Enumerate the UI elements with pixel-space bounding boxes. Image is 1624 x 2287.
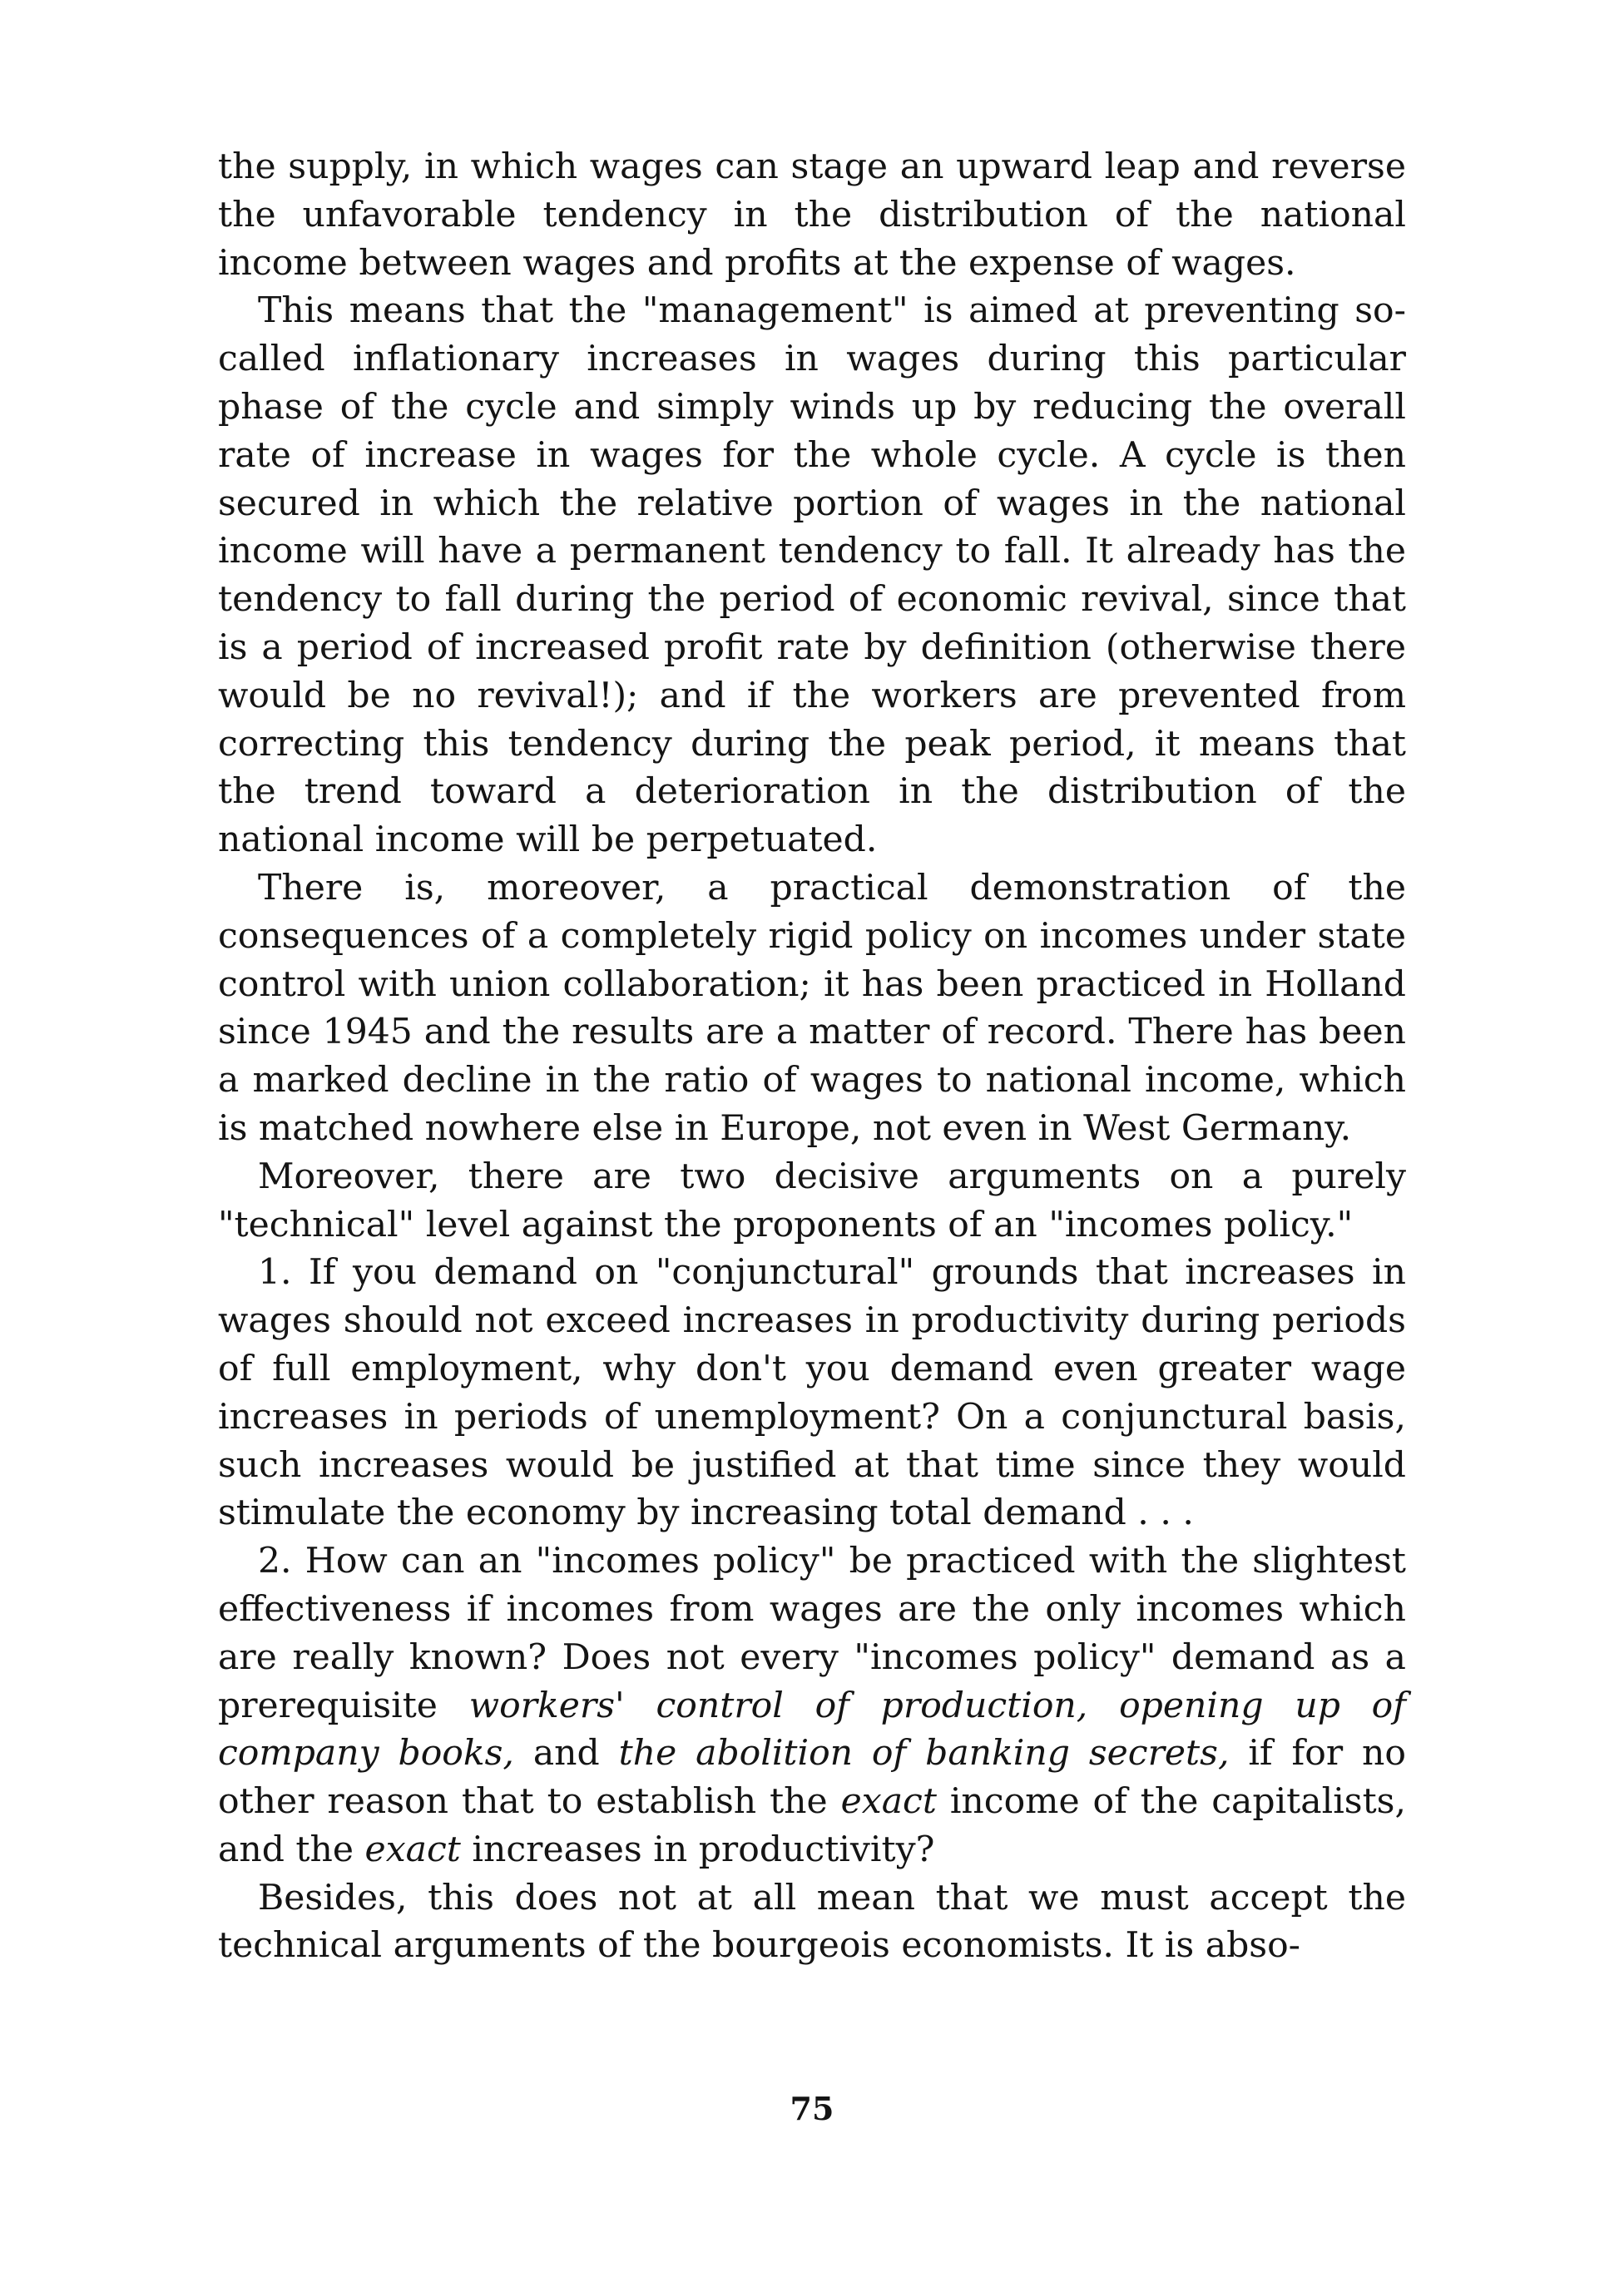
page-number: 75 [790,2090,834,2127]
paragraph-continuation: the supply, in which wages can stage an upward leap and reverse the unfavorable tendency in the distribution of the national income between wages and profits at the expense of wages. [218,146,1406,284]
paragraph-point-1: 1. If you demand on "conjunctural" grounds that increases in wages should not exceed increases in productivity during periods of full employment, why don't you demand even greater wage increases in periods of unemployment? On a conjunctural basis, such increases would be justified at that time since they would stimulate the economy by increasing total demand . . . [218,1252,1406,1534]
paragraph-point-2 [218,1537,1406,1874]
italic-run: workers' control of production, opening up of company books, [218,1685,1406,1775]
paragraph-management: This means that the "management" is aimed at preventing so-called inflationary increases in wages during this particular phase of the cycle and simply winds up by reducing the overall rate of increase in wages for the whole cycle. A cycle is then secured in which the relative portion of wages in the national income will have a permanent tendency to fall. It already has the tendency to fall during the period of economic revival, since that is a period of increased profit rate by definition (otherwise there would be no revival!); and if the workers are prevented from correcting this tendency during the peak period, it means that the trend toward a deterioration in the distribution of the national income will be perpetuated. [218,290,1406,861]
paragraph-arguments: Moreover, there are two decisive arguments on a purely "technical" level against the proponents of an "incomes policy." [218,1156,1406,1245]
text-run: if for no other reason that to establish the [218,1733,1407,1823]
paragraph-holland: There is, moreover, a practical demonstration of the consequences of a completely rigid policy on incomes under state control with union collaboration; it has been practiced in Holland since 1945 and the results are a matter of record. There has been a marked decline in the ratio of wages to national income, which is matched nowhere else in Europe, not even in West Germany. [218,867,1406,1149]
italic-run: exact [840,1781,937,1823]
paragraph-besides: Besides, this does not at all mean that we must accept the technical arguments of the bourgeois economists. It is abso- [218,1877,1406,1967]
body-text [218,143,1406,1970]
text-run: and [513,1733,619,1775]
text-run: 2. How can an "incomes policy" be practiced with the slightest effectiveness if incomes from wages are the only incomes which are really known? Does not every "incomes policy" demand as a prerequisite [218,1541,1406,1726]
italic-run: exact [364,1829,461,1870]
italic-run: the abolition of banking secrets, [618,1733,1230,1775]
text-run: increases in productivity? [460,1829,935,1870]
text-run: income of the capitalists, and the [218,1781,1406,1870]
